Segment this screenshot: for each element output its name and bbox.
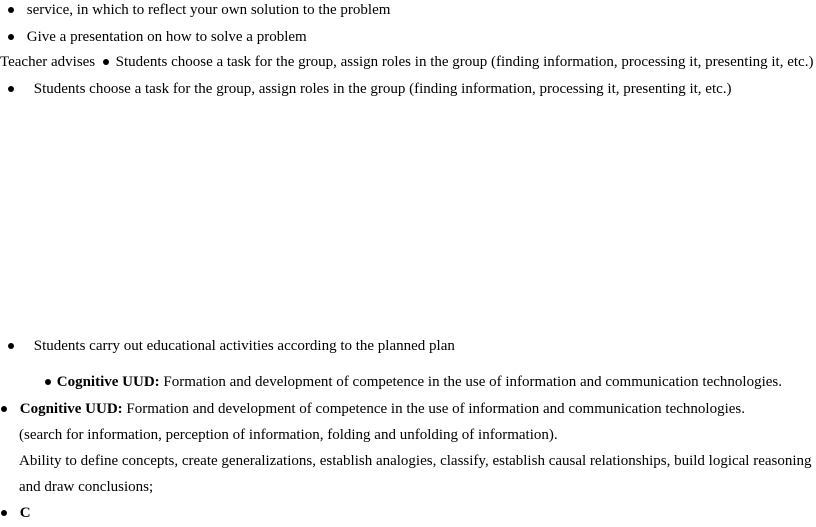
bullet-icon <box>1 510 7 516</box>
bullet-icon <box>8 343 14 349</box>
bullet-icon <box>8 7 14 13</box>
bullet-line-students-carry <box>8 336 455 356</box>
bullet-icon <box>8 34 14 40</box>
search-info-line <box>19 425 558 445</box>
line-text: and draw conclusions; <box>19 479 154 495</box>
line-text: Students choose a task for the group, assign roles in the group (finding information, processing it, presenting it, etc.) <box>115 54 814 70</box>
bullet-icon <box>103 59 109 65</box>
bullet-line-cognitive <box>1 399 745 419</box>
conclusions-line <box>19 477 153 497</box>
line-text: (search for information, perception of information, folding and unfolding of information). <box>19 427 558 443</box>
bullet-line-cognitive-indented <box>45 372 782 392</box>
cognitive-uud-label: Cognitive UUD: <box>56 374 160 390</box>
bullet-icon <box>8 86 14 92</box>
ability-line <box>19 451 812 471</box>
bullet-line-students-choose <box>8 79 732 99</box>
line-text: Ability to define concepts, create generalizations, establish analogies, classify, establish causal relationships, build logical reasoning <box>19 453 812 469</box>
line-text: Students carry out educational activities according to the planned plan <box>33 338 455 354</box>
bullet-icon <box>1 406 7 412</box>
line-text: service, in which to reflect your own solution to the problem <box>26 2 391 18</box>
line-text: Formation and development of competence in the use of information and communication technologies. <box>159 374 782 390</box>
cognitive-uud-label: Cognitive UUD: <box>19 401 123 417</box>
line-text: Formation and development of competence in the use of information and communication technologies. <box>122 401 745 417</box>
line-text: Students choose a task for the group, assign roles in the group (finding information, processing it, presenting it, etc.) <box>33 81 732 97</box>
teacher-advises-label: Teacher advises <box>0 54 96 70</box>
bullet-line-c <box>1 503 31 523</box>
bullet-icon <box>45 379 51 385</box>
bullet-line-service <box>8 0 390 20</box>
line-text: C <box>19 505 31 521</box>
line-text: Give a presentation on how to solve a problem <box>26 29 307 45</box>
teacher-advises-line <box>0 52 813 72</box>
bullet-line-presentation <box>8 27 307 47</box>
